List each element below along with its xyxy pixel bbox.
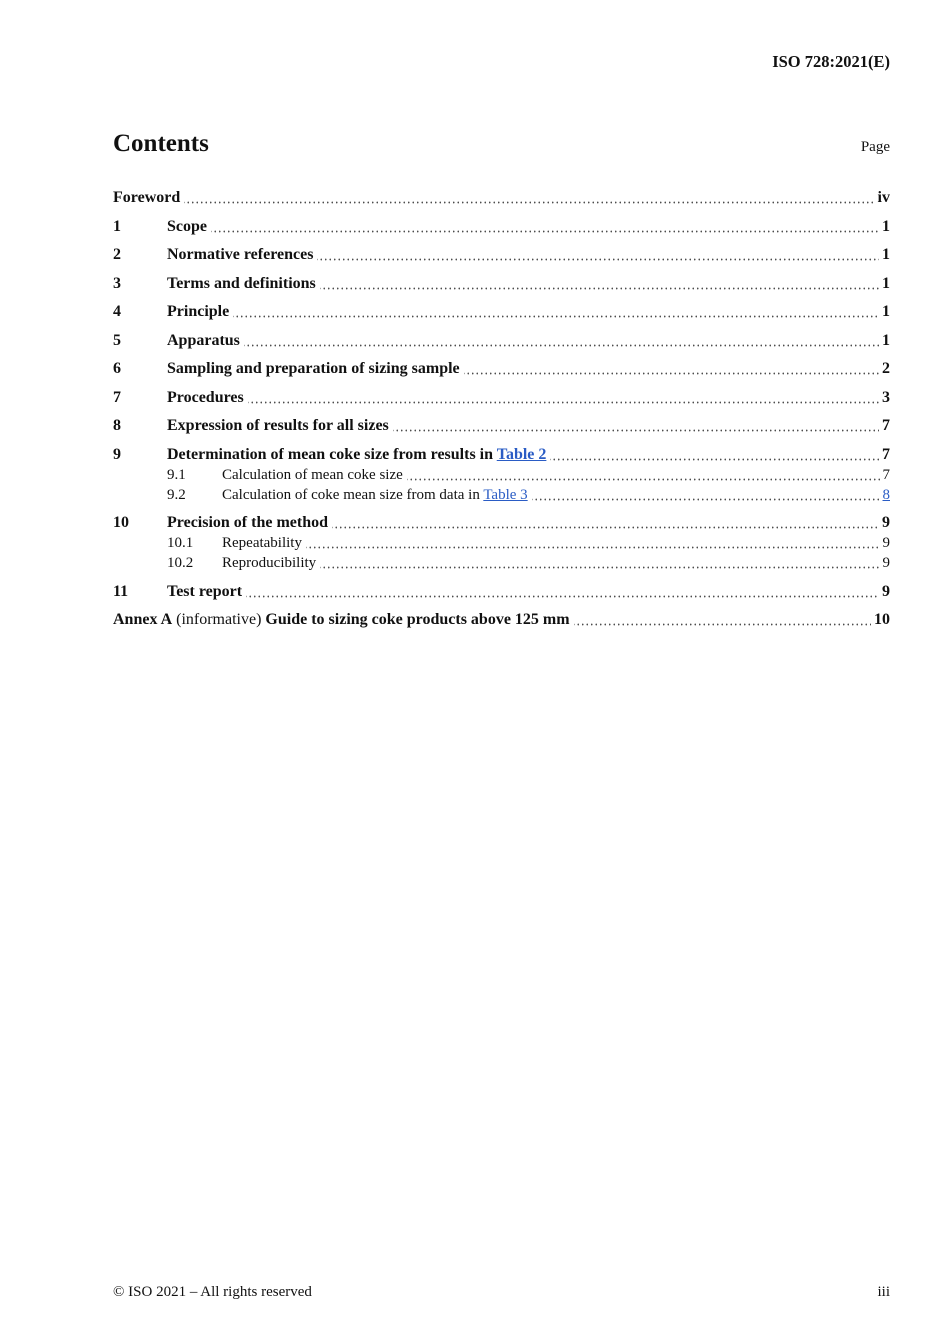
section-title bbox=[113, 188, 180, 208]
section-number: 10.1 bbox=[167, 535, 194, 551]
dot-leader bbox=[574, 610, 871, 630]
section-title-text: Reproducibility bbox=[222, 555, 317, 571]
toc-page-number: 3 bbox=[882, 388, 890, 406]
toc-page-number: 7 bbox=[882, 417, 890, 434]
section-number: 11 bbox=[113, 582, 129, 600]
page-title: Contents bbox=[113, 130, 209, 157]
section-title-text: Test report bbox=[167, 582, 243, 600]
dot-leader bbox=[393, 416, 879, 436]
toc-row bbox=[113, 245, 890, 265]
toc-row bbox=[113, 445, 890, 465]
section-number: 5 bbox=[113, 331, 121, 349]
dot-leader bbox=[246, 582, 879, 602]
section-number: 7 bbox=[113, 388, 121, 406]
toc-page-number: 1 bbox=[882, 217, 890, 235]
section-number: 10.2 bbox=[167, 555, 194, 571]
section-title bbox=[222, 485, 528, 505]
section-title-text: Principle bbox=[167, 303, 230, 320]
section-title bbox=[222, 465, 403, 485]
section-title-text: Sampling and preparation of sizing sample bbox=[167, 360, 460, 377]
toc-row bbox=[113, 388, 890, 408]
section-title-text: Foreword bbox=[113, 189, 181, 206]
section-number: 3 bbox=[113, 274, 121, 292]
toc-row bbox=[113, 274, 890, 294]
section-title-text: Guide to sizing coke products above 125 mm bbox=[265, 611, 570, 628]
section-title bbox=[167, 217, 207, 237]
toc-page-number: 7 bbox=[882, 466, 890, 483]
section-title bbox=[167, 513, 328, 533]
section-number: 2 bbox=[113, 246, 121, 263]
toc-row bbox=[113, 465, 890, 485]
toc-row bbox=[113, 553, 890, 573]
section-number: 10 bbox=[113, 514, 129, 531]
section-number: 6 bbox=[113, 360, 121, 377]
section-title-text: Calculation of coke mean size from data in bbox=[222, 486, 484, 503]
toc-page-number: 1 bbox=[882, 274, 890, 292]
toc-page-number: 9 bbox=[882, 535, 890, 551]
section-number: 9.2 bbox=[167, 486, 186, 503]
section-title-text: Scope bbox=[167, 217, 207, 235]
page-column-label: Page bbox=[860, 139, 890, 155]
toc-page-number: 1 bbox=[882, 331, 890, 349]
toc-row bbox=[113, 533, 890, 553]
section-number: 9.1 bbox=[167, 466, 186, 483]
dot-leader bbox=[464, 359, 879, 379]
toc-row bbox=[113, 610, 890, 630]
dot-leader bbox=[320, 553, 879, 573]
contents-header bbox=[113, 130, 890, 158]
doc-reference: ISO 728:2021(E) bbox=[772, 52, 890, 71]
page-header bbox=[113, 52, 890, 72]
table-of-contents bbox=[113, 188, 890, 630]
toc-page-number: iv bbox=[877, 189, 890, 206]
toc-row bbox=[113, 416, 890, 436]
toc-page-number: 7 bbox=[882, 445, 890, 463]
toc-page-number: 9 bbox=[882, 582, 890, 600]
section-title-text: Terms and definitions bbox=[167, 274, 316, 292]
section-title-text: Determination of mean coke size from results in bbox=[167, 445, 497, 463]
section-title bbox=[167, 416, 389, 436]
section-title-text: Procedures bbox=[167, 388, 244, 406]
section-number: 1 bbox=[113, 217, 121, 235]
section-title-text: Repeatability bbox=[222, 535, 302, 551]
dot-leader bbox=[244, 331, 879, 351]
section-title bbox=[167, 582, 242, 602]
toc-row bbox=[113, 188, 890, 208]
section-title bbox=[113, 610, 570, 630]
table-3-link[interactable]: Table 3 bbox=[483, 486, 528, 503]
toc-row bbox=[113, 217, 890, 237]
toc-page-link[interactable]: 8 bbox=[882, 486, 890, 503]
section-title bbox=[167, 331, 240, 351]
section-title bbox=[222, 533, 302, 553]
page-footer bbox=[113, 1283, 890, 1302]
toc-page-number: 10 bbox=[874, 611, 890, 628]
toc-row bbox=[113, 582, 890, 602]
section-title bbox=[167, 359, 460, 379]
section-title-text: Calculation of mean coke size bbox=[222, 466, 403, 483]
section-title-text: (informative) bbox=[172, 611, 266, 628]
dot-leader bbox=[407, 465, 880, 485]
toc-row bbox=[113, 331, 890, 351]
dot-leader bbox=[332, 513, 879, 533]
dot-leader bbox=[248, 388, 879, 408]
section-number: 8 bbox=[113, 417, 121, 434]
section-title-text: Precision of the method bbox=[167, 514, 329, 531]
toc-row bbox=[113, 302, 890, 322]
section-number: 4 bbox=[113, 303, 121, 320]
toc-page-number: 1 bbox=[882, 246, 890, 263]
section-title-text: Apparatus bbox=[167, 331, 240, 349]
toc-row bbox=[113, 513, 890, 533]
dot-leader bbox=[550, 445, 879, 465]
dot-leader bbox=[306, 533, 880, 553]
section-title bbox=[167, 302, 229, 322]
section-title bbox=[167, 388, 244, 408]
section-title-text: Normative references bbox=[167, 246, 314, 263]
section-title bbox=[167, 445, 546, 465]
section-title-text: Expression of results for all sizes bbox=[167, 417, 389, 434]
dot-leader bbox=[317, 245, 879, 265]
section-title bbox=[167, 274, 316, 294]
toc-page-number: 9 bbox=[882, 514, 890, 531]
dot-leader bbox=[320, 274, 879, 294]
toc-row bbox=[113, 485, 890, 505]
toc-page-number: 9 bbox=[882, 555, 890, 571]
dot-leader bbox=[532, 485, 880, 505]
section-title bbox=[167, 245, 313, 265]
dot-leader bbox=[211, 217, 879, 237]
dot-leader bbox=[184, 188, 874, 208]
section-number: 9 bbox=[113, 445, 121, 463]
copyright-notice: © ISO 2021 – All rights reserved bbox=[113, 1284, 312, 1300]
section-title bbox=[222, 553, 316, 573]
section-title-text: Annex A bbox=[113, 611, 173, 628]
toc-row bbox=[113, 359, 890, 379]
dot-leader bbox=[233, 302, 879, 322]
toc-page-number: 1 bbox=[882, 303, 890, 320]
toc-page-number: 2 bbox=[882, 360, 890, 377]
page-number-roman: iii bbox=[877, 1284, 890, 1300]
table-2-link[interactable]: Table 2 bbox=[496, 445, 547, 463]
